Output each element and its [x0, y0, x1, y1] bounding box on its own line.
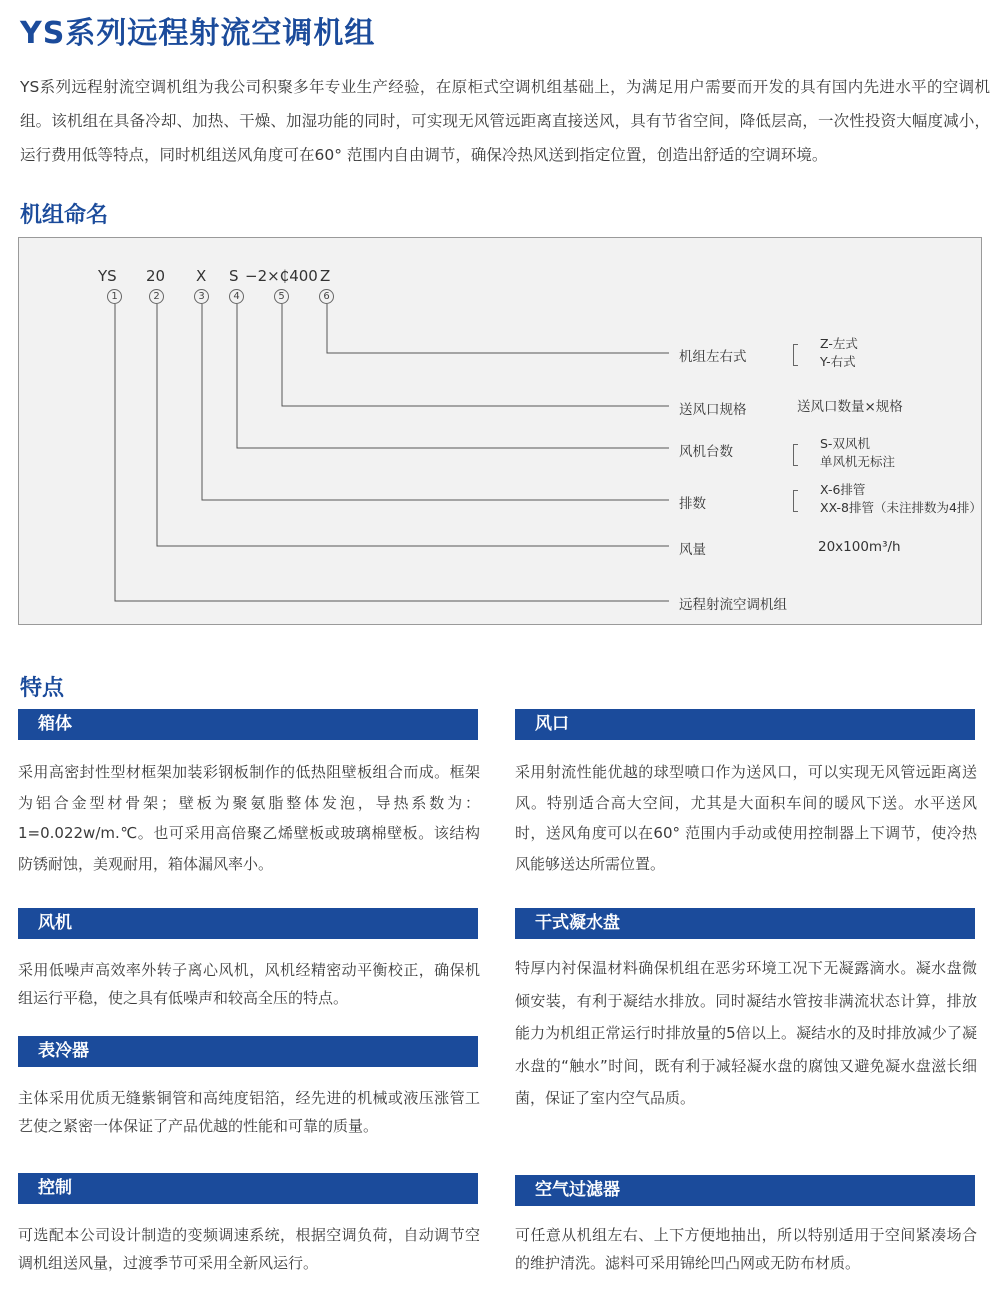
feature-title-fan: 风机	[18, 908, 478, 939]
circled-number-2: 2	[149, 289, 164, 304]
row-label-rows: 排数	[679, 496, 706, 512]
feature-title-control: 控制	[18, 1173, 478, 1204]
row-label-side: 机组左右式	[679, 349, 747, 365]
code-segment-outlet: −2×₵400	[245, 267, 318, 285]
circled-number-5: 5	[274, 289, 289, 304]
connector-line-2	[157, 304, 669, 546]
page-title: YS系列远程射流空调机组	[20, 16, 376, 51]
row-desc-airflow: 20x100m³/h	[818, 539, 901, 555]
row-label-fans: 风机台数	[679, 444, 733, 460]
row-desc-side	[820, 335, 858, 371]
code-segment-rows: X	[196, 267, 207, 285]
row-desc-fans	[820, 435, 895, 471]
connector-line-5	[282, 304, 669, 406]
feature-title-box: 箱体	[18, 709, 478, 740]
desc-double-fan: S-双风机	[820, 436, 870, 451]
row-label-unit: 远程射流空调机组	[679, 597, 787, 613]
feature-text-outlet: 采用射流性能优越的球型喷口作为送风口，可以实现无风管远距离送风。特别适合高大空间，尤其是大面积车间的暖风下送。水平送风时，送风角度可以在60° 范围内手动或使用控制器上下调节，使冷热风能够送达所需位置。	[515, 763, 977, 873]
connector-line-6	[327, 304, 669, 353]
feature-text-drain-pan: 特厚内衬保温材料确保机组在恶劣环境工况下无凝露滴水。凝水盘微倾安装，有利于凝结水排放。同时凝结水管按非满流状态计算，排放能力为机组正常运行时排放量的5倍以上。凝结水的及时排放减少了凝水盘的“触水”时间，既有利于减轻凝水盘的腐蚀又避免凝水盘滋长细菌，保证了室内空气品质。	[515, 959, 977, 1107]
row-desc-outlet: 送风口数量×规格	[797, 399, 903, 415]
desc-right: Y-右式	[820, 354, 856, 369]
features-heading: 特点	[20, 676, 65, 701]
feature-text-filter: 可任意从机组左右、上下方便地抽出，所以特别适用于空间紧凑场合的维护清洗。滤料可采用锦纶凹凸网或无防布材质。	[515, 1226, 977, 1272]
feature-title-coil: 表冷器	[18, 1036, 478, 1067]
bracket-side	[793, 344, 798, 366]
circled-number-6: 6	[319, 289, 334, 304]
code-segment-fans: S	[229, 267, 239, 285]
connector-line-1	[115, 304, 669, 601]
feature-title-outlet: 风口	[515, 709, 975, 740]
circled-number-3: 3	[194, 289, 209, 304]
feature-text-box: 采用高密封性型材框架加装彩钢板制作的低热阻壁板组合而成。框架为铝合金型材骨架；壁板为聚氨脂整体发泡，导热系数为：1=0.022w/m.℃。也可采用高倍聚乙烯壁板或玻璃棉壁板。该结构防锈耐蚀，美观耐用，箱体漏风率小。	[18, 763, 480, 873]
bracket-fans	[793, 444, 798, 466]
row-label-outlet: 送风口规格	[679, 402, 747, 418]
feature-text-control: 可选配本公司设计制造的变频调速系统，根据空调负荷，自动调节空调机组送风量，过渡季节可采用全新风运行。	[18, 1226, 480, 1272]
desc-left: Z-左式	[820, 336, 858, 351]
row-desc-rows	[820, 481, 982, 517]
intro-paragraph: YS系列远程射流空调机组为我公司积聚多年专业生产经验，在原柜式空调机组基础上，为满足用户需要而开发的具有国内先进水平的空调机组。该机组在具备冷却、加热、干燥、加湿功能的同时，可实现无风管远距离直接送风，具有节省空间，降低层高，一次性投资大幅度减小，运行费用低等特点，同时机组送风角度可在60° 范围内自由调节，确保冷热风送到指定位置，创造出舒适的空调环境。	[20, 78, 990, 164]
code-segment-airflow: 20	[146, 267, 166, 285]
circled-number-4: 4	[229, 289, 244, 304]
connector-line-4	[237, 304, 669, 448]
row-label-airflow: 风量	[679, 542, 706, 558]
feature-text-fan: 采用低噪声高效率外转子离心风机，风机经精密动平衡校正，确保机组运行平稳，使之具有低噪声和较高全压的特点。	[18, 961, 480, 1007]
connector-line-3	[202, 304, 669, 500]
desc-single-fan: 单风机无标注	[820, 454, 896, 469]
desc-six-rows: X-6排管	[820, 482, 866, 497]
naming-heading: 机组命名	[20, 203, 109, 228]
desc-eight-rows: XX-8排管（未注排数为4排）	[820, 500, 982, 515]
bracket-rows	[793, 490, 798, 512]
feature-title-filter: 空气过滤器	[515, 1175, 975, 1206]
code-segment-ys: YS	[98, 267, 117, 285]
circled-number-1: 1	[107, 289, 122, 304]
feature-title-drain-pan: 干式凝水盘	[515, 908, 975, 939]
code-segment-side: Z	[320, 267, 331, 285]
feature-text-coil: 主体采用优质无缝紫铜管和高纯度铝箔，经先进的机械或液压涨管工艺使之紧密一体保证了产品优越的性能和可靠的质量。	[18, 1089, 480, 1135]
